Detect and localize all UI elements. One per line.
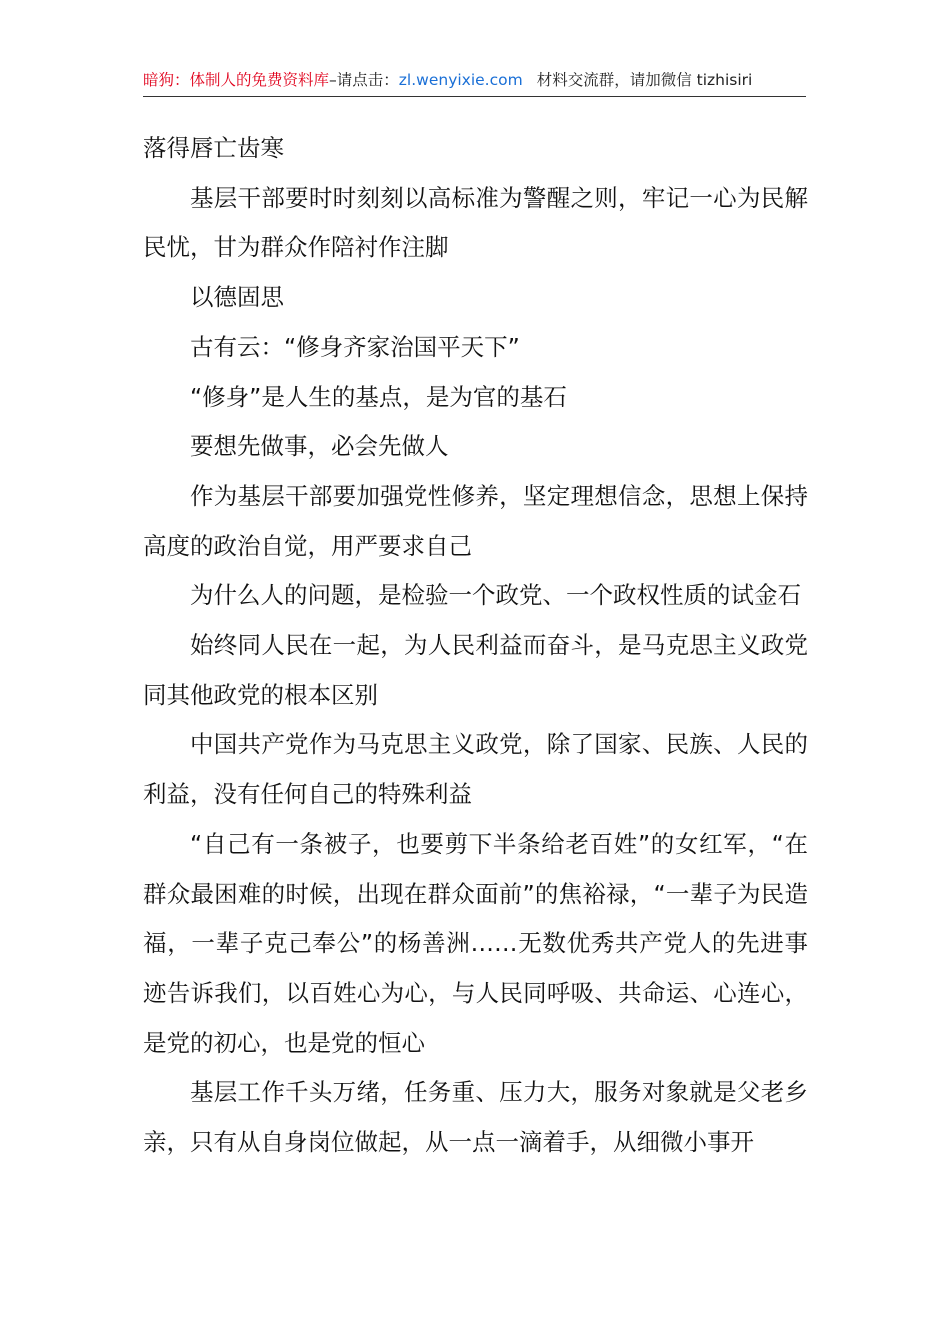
paragraph: 古有云：“修身齐家治国平天下”	[190, 332, 520, 361]
paragraph: 基层干部要时时刻刻以高标准为警醒之则，牢记一心为民解民忧，甘为群众作陪衬作注脚	[143, 183, 808, 262]
paragraph: 中国共产党作为马克思主义政党，除了国家、民族、人民的利益，没有任何自己的特殊利益	[143, 730, 808, 809]
header-click-prompt: –请点击：	[329, 71, 399, 89]
paragraph: 始终同人民在一起，为人民利益而奋斗，是马克思主义政党同其他政党的根本区别	[143, 631, 808, 709]
section-heading: 以德固思	[190, 283, 284, 312]
document-body	[143, 124, 808, 1168]
paragraph: 基层工作千头万绪，任务重、压力大，服务对象就是父老乡亲，只有从自身岗位做起，从一点一滴着手，从细微小事开	[143, 1078, 808, 1157]
paragraph: 落得唇亡齿寒	[143, 134, 284, 162]
paragraph: 为什么人的问题，是检验一个政党、一个政权性质的试金石	[190, 581, 801, 610]
paragraph: 作为基层干部要加强党性修养，坚定理想信念，思想上保持高度的政治自觉，用严要求自己	[143, 481, 808, 560]
paragraph: “修身”是人生的基点，是为官的基石	[190, 382, 567, 411]
header-wechat-note: 材料交流群，请加微信 tizhisiri	[536, 71, 753, 89]
header-site-name: 暗狗：体制人的免费资料库	[143, 71, 330, 89]
paragraph: “自己有一条被子，也要剪下半条给老百姓”的女红军，“在群众最困难的时候，出现在群众面前”的焦裕禄，“一辈子为民造福，一辈子克己奉公”的杨善洲……无数优秀共产党人的先进事迹告诉我们，以百姓心为心，与人民同呼吸、共命运、心连心，是党的初心，也是党的恒心	[143, 829, 808, 1057]
paragraph: 要想先做事，必会先做人	[190, 432, 449, 461]
header-link[interactable]: zl.wenyixie.com	[398, 71, 523, 89]
page-header	[143, 68, 806, 97]
